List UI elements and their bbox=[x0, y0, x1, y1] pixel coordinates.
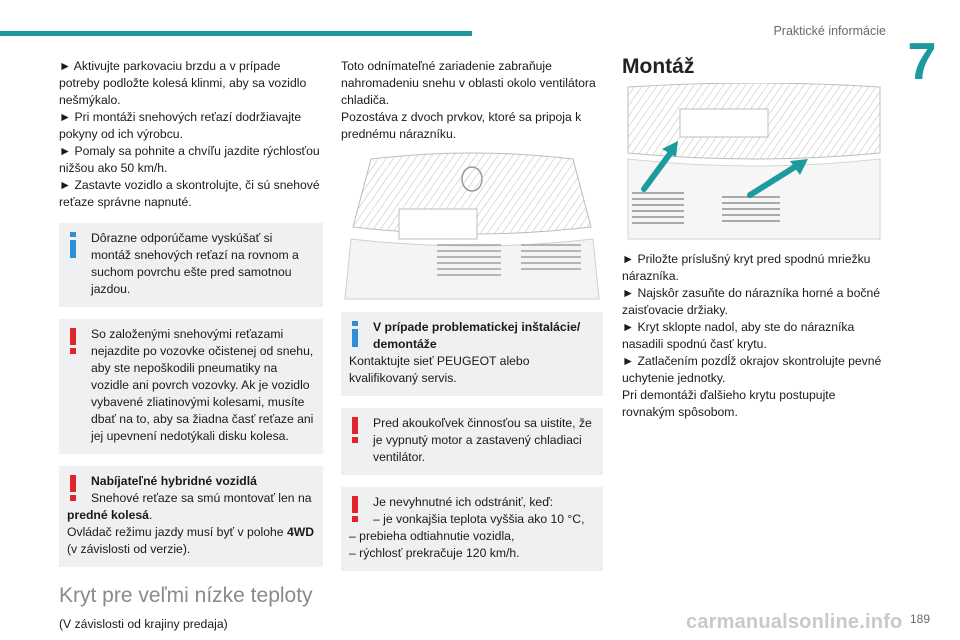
section-subtitle: (V závislosti od krajiny predaja) bbox=[59, 617, 228, 631]
warning-icon bbox=[67, 328, 79, 354]
left-column bbox=[59, 58, 323, 633]
hybrid-after-bold: . bbox=[148, 508, 153, 522]
hybrid-bold-1: predné kolesá bbox=[67, 508, 149, 522]
warning-icon bbox=[349, 496, 361, 522]
step-1: ► Priložte príslušný kryt pred spodnú mriežku nárazníka. bbox=[622, 252, 871, 283]
hybrid-note-title: Nabíjateľné hybridné vozidlá bbox=[91, 474, 257, 488]
header-section-title: Praktické informácie bbox=[773, 24, 886, 38]
step-2: ► Najskôr zasuňte do nárazníka horné a bočné zaisťovacie držiaky. bbox=[622, 286, 880, 317]
page-number: 189 bbox=[909, 612, 930, 626]
removal-warning-intro: Je nevyhnutné ich odstrániť, keď: bbox=[373, 495, 554, 509]
warning-icon bbox=[349, 417, 361, 443]
installation-info-note bbox=[341, 312, 603, 396]
hybrid-bold-2: 4WD bbox=[286, 525, 315, 539]
warning-note bbox=[59, 319, 323, 454]
bullet-3: ► Pomaly sa pohnite a chvíľu jazdite rýchlosťou nižšou ako 50 km/h. bbox=[59, 144, 320, 175]
warning-icon bbox=[67, 475, 79, 501]
front-grille-illustration bbox=[341, 149, 603, 304]
cover-installation-illustration bbox=[622, 83, 884, 243]
middle-column bbox=[341, 58, 603, 571]
header-accent-bar bbox=[0, 31, 472, 36]
removal-condition-3: – rýchlosť prekračuje 120 km/h. bbox=[349, 546, 520, 560]
closing-text: Pri demontáži ďalšieho krytu postupujte rovnakým spôsobom. bbox=[622, 388, 836, 419]
assembly-heading: Montáž bbox=[622, 55, 695, 78]
section-title: Kryt pre veľmi nízke teploty bbox=[59, 584, 313, 607]
removal-warning-note bbox=[341, 487, 603, 571]
bullet-1: ► Aktivujte parkovaciu brzdu a v prípade potreby podložte kolesá klinmi, aby sa vozidlo nešmýkalo. bbox=[59, 59, 307, 107]
info-note bbox=[59, 223, 323, 307]
intro-text-2: Pozostáva z dvoch prvkov, ktoré sa pripoja k prednému nárazníku. bbox=[341, 110, 582, 141]
intro-text: Toto odnímateľné zariadenie zabraňuje nahromadeniu snehu v oblasti okolo ventilátora chladiča. bbox=[341, 59, 596, 107]
installation-note-title: V prípade problematickej inštalácie/ demontáže bbox=[373, 320, 581, 351]
info-icon bbox=[67, 232, 79, 258]
hybrid-line-2: Ovládač režimu jazdy musí byť v polohe bbox=[67, 525, 284, 539]
info-note-text: Dôrazne odporúčame vyskúšať si montáž snehových reťazí na rovnom a suchom povrchu ešte pred samotnou jazdou. bbox=[91, 231, 299, 296]
warning-note-text: So založenými snehovými reťazami nejazdite po vozovke očistenej od snehu, aby ste nepoškodili pneumatiky na vozidle ani povrch vozovky. Ak je vozidlo vybavené zliatinovými kolesami, musíte dbať na to, aby sa žiadna časť reťaze ani jej upevnení nedotýkali disku kolesa. bbox=[91, 327, 314, 443]
chapter-number: 7 bbox=[907, 33, 937, 91]
bullet-2: ► Pri montáži snehových reťazí dodržiavajte pokyny od ich výrobcu. bbox=[59, 110, 302, 141]
hybrid-line-1: Snehové reťaze sa smú montovať len na bbox=[91, 491, 312, 505]
engine-warning-text: Pred akoukoľvek činnosťou sa uistite, že je vypnutý motor a zastavený chladiaci ventilátor. bbox=[373, 416, 592, 464]
watermark: carmanualsonline.info bbox=[686, 611, 903, 633]
installation-note-body: Kontaktujte sieť PEUGEOT alebo kvalifikovaný servis. bbox=[349, 354, 530, 385]
removal-condition-2: – prebieha odtiahnutie vozidla, bbox=[349, 529, 515, 543]
step-4: ► Zatlačením pozdĺž okrajov skontrolujte pevné uchytenie jednotky. bbox=[622, 354, 882, 385]
engine-warning-note bbox=[341, 408, 603, 475]
info-icon bbox=[349, 321, 361, 347]
bullet-4: ► Zastavte vozidlo a skontrolujte, či sú snehové reťaze správne napnuté. bbox=[59, 178, 320, 209]
hybrid-warning-note bbox=[59, 466, 323, 567]
removal-condition-1: – je vonkajšia teplota vyššia ako 10 °C, bbox=[373, 512, 585, 526]
step-3: ► Kryt sklopte nadol, aby ste do nárazníka nasadili spodnú časť krytu. bbox=[622, 320, 855, 351]
right-column bbox=[622, 55, 884, 421]
hybrid-line-3: (v závislosti od verzie). bbox=[67, 542, 191, 556]
